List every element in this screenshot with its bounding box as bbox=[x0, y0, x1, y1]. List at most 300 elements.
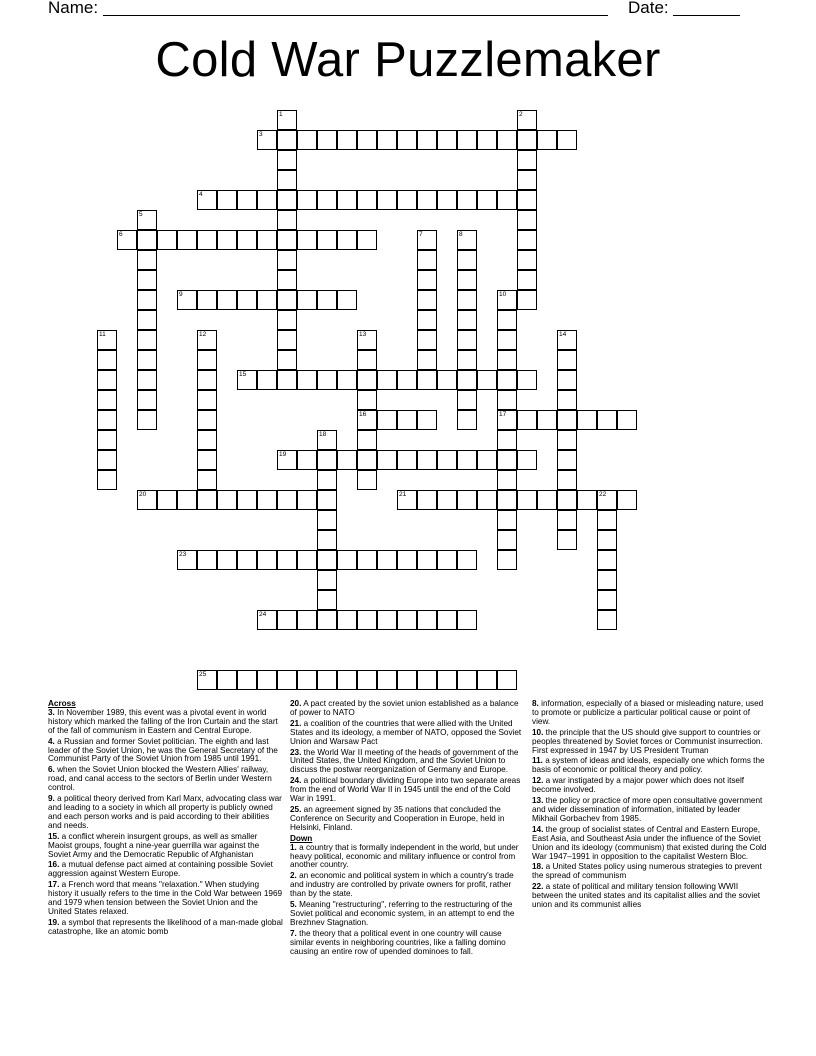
grid-cell[interactable] bbox=[397, 410, 417, 430]
grid-cell[interactable] bbox=[397, 670, 417, 690]
grid-cell[interactable] bbox=[177, 230, 197, 250]
grid-cell[interactable] bbox=[597, 590, 617, 610]
grid-cell[interactable] bbox=[457, 190, 477, 210]
grid-cell[interactable] bbox=[337, 290, 357, 310]
grid-cell[interactable] bbox=[357, 350, 377, 370]
grid-cell[interactable] bbox=[217, 190, 237, 210]
grid-cell[interactable] bbox=[317, 610, 337, 630]
grid-cell[interactable] bbox=[417, 490, 437, 510]
grid-cell[interactable] bbox=[277, 250, 297, 270]
grid-cell[interactable] bbox=[497, 670, 517, 690]
grid-cell[interactable] bbox=[137, 270, 157, 290]
grid-cell[interactable] bbox=[297, 130, 317, 150]
grid-cell[interactable] bbox=[517, 250, 537, 270]
grid-cell[interactable] bbox=[457, 290, 477, 310]
clue-item bbox=[290, 700, 525, 718]
grid-cell[interactable] bbox=[457, 310, 477, 330]
grid-cell[interactable] bbox=[277, 150, 297, 170]
grid-cell[interactable] bbox=[457, 130, 477, 150]
grid-cell[interactable] bbox=[97, 390, 117, 410]
grid-cell[interactable] bbox=[137, 290, 157, 310]
grid-cell[interactable] bbox=[377, 190, 397, 210]
grid-cell[interactable] bbox=[517, 410, 537, 430]
clue-item bbox=[532, 883, 767, 910]
grid-cell[interactable] bbox=[317, 670, 337, 690]
grid-cell[interactable] bbox=[357, 410, 377, 430]
grid-cell[interactable] bbox=[97, 470, 117, 490]
grid-cell[interactable] bbox=[377, 130, 397, 150]
clue-number: 5 bbox=[139, 211, 143, 218]
grid-cell[interactable] bbox=[557, 410, 577, 430]
grid-cell[interactable] bbox=[277, 610, 297, 630]
grid-cell[interactable] bbox=[257, 490, 277, 510]
clue-number: 22 bbox=[599, 491, 607, 498]
clue-label: 8. bbox=[532, 699, 539, 708]
grid-cell[interactable] bbox=[397, 490, 417, 510]
grid-cell[interactable] bbox=[317, 470, 337, 490]
grid-cell[interactable] bbox=[277, 490, 297, 510]
grid-cell[interactable] bbox=[137, 490, 157, 510]
grid-cell[interactable] bbox=[257, 190, 277, 210]
grid-cell[interactable] bbox=[397, 550, 417, 570]
grid-cell[interactable] bbox=[97, 410, 117, 430]
grid-cell[interactable] bbox=[337, 670, 357, 690]
grid-cell[interactable] bbox=[417, 410, 437, 430]
grid-cell[interactable] bbox=[137, 350, 157, 370]
clue-number: 11 bbox=[99, 331, 106, 338]
grid-cell[interactable] bbox=[97, 330, 117, 350]
grid-cell[interactable] bbox=[417, 450, 437, 470]
grid-cell[interactable] bbox=[317, 190, 337, 210]
grid-cell[interactable] bbox=[497, 410, 517, 430]
grid-cell[interactable] bbox=[177, 290, 197, 310]
clue-label: 3. bbox=[48, 707, 55, 717]
grid-cell[interactable] bbox=[337, 610, 357, 630]
grid-cell[interactable] bbox=[517, 110, 537, 130]
grid-cell[interactable] bbox=[137, 250, 157, 270]
grid-cell[interactable] bbox=[377, 610, 397, 630]
grid-cell[interactable] bbox=[497, 350, 517, 370]
grid-cell[interactable] bbox=[317, 530, 337, 550]
clue-label: 12. bbox=[532, 776, 544, 786]
grid-cell[interactable] bbox=[297, 290, 317, 310]
clue-number: 18 bbox=[319, 431, 327, 438]
clue-text: Meaning "restructuring", referring to the restructuring of the Soviet political and economic system, in an attempt to end the Brezhnev Stagnation. bbox=[290, 900, 515, 927]
grid-cell[interactable] bbox=[277, 230, 297, 250]
grid-cell[interactable] bbox=[517, 230, 537, 250]
grid-cell[interactable] bbox=[197, 670, 217, 690]
grid-cell[interactable] bbox=[557, 490, 577, 510]
clue-label: 24. bbox=[290, 776, 302, 786]
grid-cell[interactable] bbox=[277, 190, 297, 210]
grid-cell[interactable] bbox=[557, 430, 577, 450]
grid-cell[interactable] bbox=[297, 610, 317, 630]
grid-cell[interactable] bbox=[477, 450, 497, 470]
grid-cell[interactable] bbox=[357, 470, 377, 490]
grid-cell[interactable] bbox=[297, 670, 317, 690]
clue-number: 15 bbox=[239, 371, 247, 378]
grid-cell[interactable] bbox=[417, 290, 437, 310]
grid-cell[interactable] bbox=[97, 370, 117, 390]
grid-cell[interactable] bbox=[197, 470, 217, 490]
clue-text: the principle that the US should give support to countries or peoples threatened by Soviet forces or Communist insurrection. First expressed in 1947 by US President Truman bbox=[532, 727, 763, 755]
grid-cell[interactable] bbox=[437, 370, 457, 390]
grid-cell[interactable] bbox=[497, 370, 517, 390]
grid-cell[interactable] bbox=[277, 170, 297, 190]
grid-cell[interactable] bbox=[497, 310, 517, 330]
clue-item bbox=[532, 863, 767, 881]
grid-cell[interactable] bbox=[317, 230, 337, 250]
grid-cell[interactable] bbox=[317, 490, 337, 510]
clue-label: 13. bbox=[532, 796, 544, 806]
grid-cell[interactable] bbox=[277, 130, 297, 150]
clue-text: a United States policy using numerous strategies to prevent the spread of communism bbox=[532, 862, 762, 881]
grid-cell[interactable] bbox=[537, 490, 557, 510]
grid-cell[interactable] bbox=[357, 330, 377, 350]
grid-cell[interactable] bbox=[557, 450, 577, 470]
grid-cell[interactable] bbox=[377, 450, 397, 470]
grid-cell[interactable] bbox=[257, 670, 277, 690]
grid-cell[interactable] bbox=[197, 410, 217, 430]
grid-cell[interactable] bbox=[597, 610, 617, 630]
clue-item bbox=[48, 766, 283, 793]
grid-cell[interactable] bbox=[197, 290, 217, 310]
clue-text: a state of political and military tension following WWII between the united states and its capitalist allies and the soviet union and its communist allies bbox=[532, 882, 761, 910]
grid-cell[interactable] bbox=[497, 510, 517, 530]
grid-cell[interactable] bbox=[317, 130, 337, 150]
grid-cell[interactable] bbox=[477, 670, 497, 690]
grid-cell[interactable] bbox=[357, 550, 377, 570]
grid-cell[interactable] bbox=[97, 350, 117, 370]
grid-cell[interactable] bbox=[237, 370, 257, 390]
grid-cell[interactable] bbox=[457, 610, 477, 630]
grid-cell[interactable] bbox=[457, 670, 477, 690]
grid-cell[interactable] bbox=[557, 350, 577, 370]
grid-cell[interactable] bbox=[557, 330, 577, 350]
grid-cell[interactable] bbox=[457, 410, 477, 430]
grid-cell[interactable] bbox=[357, 450, 377, 470]
grid-cell[interactable] bbox=[417, 130, 437, 150]
grid-cell[interactable] bbox=[137, 370, 157, 390]
grid-cell[interactable] bbox=[277, 210, 297, 230]
grid-cell[interactable] bbox=[297, 490, 317, 510]
grid-cell[interactable] bbox=[277, 110, 297, 130]
grid-cell[interactable] bbox=[437, 550, 457, 570]
grid-cell[interactable] bbox=[417, 550, 437, 570]
grid-cell[interactable] bbox=[557, 470, 577, 490]
grid-cell[interactable] bbox=[457, 270, 477, 290]
grid-cell[interactable] bbox=[457, 250, 477, 270]
grid-cell[interactable] bbox=[317, 590, 337, 610]
grid-cell[interactable] bbox=[377, 550, 397, 570]
grid-cell[interactable] bbox=[537, 130, 557, 150]
grid-cell[interactable] bbox=[417, 250, 437, 270]
clue-number: 2 bbox=[519, 111, 523, 118]
clue-text: the group of socialist states of Central and Eastern Europe, East Asia, and Southeast Asia under the influence of the Soviet Union and its ideology (communism) that existed during the Cold War 1947–1991 in opposition to the capitalist Western Bloc. bbox=[532, 824, 767, 861]
grid-cell[interactable] bbox=[217, 550, 237, 570]
grid-cell[interactable] bbox=[97, 430, 117, 450]
clue-item bbox=[48, 833, 283, 860]
grid-cell[interactable] bbox=[517, 490, 537, 510]
grid-cell[interactable] bbox=[357, 370, 377, 390]
grid-cell[interactable] bbox=[417, 350, 437, 370]
grid-cell[interactable] bbox=[457, 390, 477, 410]
grid-cell[interactable] bbox=[357, 390, 377, 410]
grid-cell[interactable] bbox=[197, 490, 217, 510]
grid-cell[interactable] bbox=[557, 390, 577, 410]
grid-cell[interactable] bbox=[457, 370, 477, 390]
grid-cell[interactable] bbox=[337, 230, 357, 250]
grid-cell[interactable] bbox=[497, 470, 517, 490]
clue-item bbox=[532, 797, 767, 824]
grid-cell[interactable] bbox=[497, 130, 517, 150]
grid-cell[interactable] bbox=[297, 550, 317, 570]
grid-cell[interactable] bbox=[457, 450, 477, 470]
grid-cell[interactable] bbox=[457, 330, 477, 350]
grid-cell[interactable] bbox=[497, 190, 517, 210]
clue-item bbox=[532, 757, 767, 775]
grid-cell[interactable] bbox=[157, 490, 177, 510]
grid-cell[interactable] bbox=[217, 490, 237, 510]
grid-cell[interactable] bbox=[157, 230, 177, 250]
grid-cell[interactable] bbox=[337, 130, 357, 150]
grid-cell[interactable] bbox=[457, 350, 477, 370]
clue-text: a war instigated by a major power which does not itself become involved. bbox=[532, 776, 745, 795]
grid-cell[interactable] bbox=[477, 370, 497, 390]
grid-cell[interactable] bbox=[97, 450, 117, 470]
grid-cell[interactable] bbox=[357, 610, 377, 630]
grid-cell[interactable] bbox=[417, 330, 437, 350]
grid-cell[interactable] bbox=[577, 410, 597, 430]
grid-cell[interactable] bbox=[317, 290, 337, 310]
grid-cell[interactable] bbox=[357, 230, 377, 250]
grid-cell[interactable] bbox=[317, 550, 337, 570]
grid-cell[interactable] bbox=[277, 370, 297, 390]
grid-cell[interactable] bbox=[237, 230, 257, 250]
clue-item bbox=[48, 709, 283, 736]
grid-cell[interactable] bbox=[377, 370, 397, 390]
grid-cell[interactable] bbox=[197, 390, 217, 410]
grid-cell[interactable] bbox=[297, 450, 317, 470]
grid-cell[interactable] bbox=[297, 370, 317, 390]
grid-cell[interactable] bbox=[497, 330, 517, 350]
grid-cell[interactable] bbox=[277, 270, 297, 290]
grid-cell[interactable] bbox=[377, 410, 397, 430]
grid-cell[interactable] bbox=[277, 350, 297, 370]
grid-cell[interactable] bbox=[237, 290, 257, 310]
grid-cell[interactable] bbox=[197, 370, 217, 390]
clue-item bbox=[48, 881, 283, 917]
grid-cell[interactable] bbox=[217, 670, 237, 690]
grid-cell[interactable] bbox=[457, 550, 477, 570]
grid-cell[interactable] bbox=[137, 310, 157, 330]
grid-cell[interactable] bbox=[437, 670, 457, 690]
grid-cell[interactable] bbox=[517, 270, 537, 290]
grid-cell[interactable] bbox=[397, 370, 417, 390]
grid-cell[interactable] bbox=[597, 490, 617, 510]
clue-item bbox=[48, 861, 283, 879]
grid-cell[interactable] bbox=[557, 510, 577, 530]
grid-cell[interactable] bbox=[517, 130, 537, 150]
grid-cell[interactable] bbox=[457, 230, 477, 250]
clue-text: an economic and political system in which a country's trade and industry are controlled by private owners for profit, rather than by the state. bbox=[290, 871, 514, 899]
grid-cell[interactable] bbox=[257, 230, 277, 250]
clue-number: 9 bbox=[179, 291, 183, 298]
grid-cell[interactable] bbox=[437, 450, 457, 470]
grid-cell[interactable] bbox=[197, 430, 217, 450]
grid-cell[interactable] bbox=[437, 610, 457, 630]
grid-cell[interactable] bbox=[417, 190, 437, 210]
clue-item bbox=[532, 700, 767, 727]
grid-cell[interactable] bbox=[337, 370, 357, 390]
grid-cell[interactable] bbox=[477, 130, 497, 150]
grid-cell[interactable] bbox=[497, 390, 517, 410]
date-label: Date: bbox=[628, 0, 669, 17]
grid-cell[interactable] bbox=[217, 290, 237, 310]
grid-cell[interactable] bbox=[317, 510, 337, 530]
grid-cell[interactable] bbox=[297, 190, 317, 210]
grid-cell[interactable] bbox=[257, 610, 277, 630]
grid-cell[interactable] bbox=[557, 130, 577, 150]
grid-cell[interactable] bbox=[517, 290, 537, 310]
grid-cell[interactable] bbox=[617, 490, 637, 510]
grid-cell[interactable] bbox=[497, 490, 517, 510]
clue-number: 3 bbox=[259, 131, 263, 138]
grid-cell[interactable] bbox=[277, 550, 297, 570]
grid-cell[interactable] bbox=[337, 190, 357, 210]
clue-text: A pact created by the soviet union established as a balance of power to NATO bbox=[290, 699, 519, 717]
page-title: Cold War Puzzlemaker bbox=[155, 33, 661, 87]
grid-cell[interactable] bbox=[537, 410, 557, 430]
grid-cell[interactable] bbox=[237, 550, 257, 570]
grid-cell[interactable] bbox=[377, 670, 397, 690]
grid-cell[interactable] bbox=[257, 370, 277, 390]
grid-cell[interactable] bbox=[197, 550, 217, 570]
clue-label: 17. bbox=[48, 880, 60, 890]
grid-cell[interactable] bbox=[277, 330, 297, 350]
grid-cell[interactable] bbox=[517, 170, 537, 190]
grid-cell[interactable] bbox=[397, 610, 417, 630]
grid-cell[interactable] bbox=[177, 490, 197, 510]
grid-cell[interactable] bbox=[437, 130, 457, 150]
grid-cell[interactable] bbox=[217, 230, 237, 250]
clue-number: 12 bbox=[199, 331, 207, 338]
grid-cell[interactable] bbox=[397, 450, 417, 470]
grid-cell[interactable] bbox=[117, 230, 137, 250]
grid-cell[interactable] bbox=[557, 370, 577, 390]
grid-cell[interactable] bbox=[197, 450, 217, 470]
grid-cell[interactable] bbox=[137, 230, 157, 250]
grid-cell[interactable] bbox=[357, 670, 377, 690]
grid-cell[interactable] bbox=[497, 450, 517, 470]
grid-cell[interactable] bbox=[437, 490, 457, 510]
grid-cell[interactable] bbox=[497, 530, 517, 550]
grid-cell[interactable] bbox=[497, 550, 517, 570]
clue-item bbox=[290, 777, 525, 804]
grid-cell[interactable] bbox=[517, 450, 537, 470]
grid-cell[interactable] bbox=[337, 550, 357, 570]
grid-cell[interactable] bbox=[197, 230, 217, 250]
grid-cell[interactable] bbox=[257, 130, 277, 150]
grid-cell[interactable] bbox=[477, 190, 497, 210]
grid-cell[interactable] bbox=[417, 310, 437, 330]
grid-cell[interactable] bbox=[317, 370, 337, 390]
grid-cell[interactable] bbox=[417, 230, 437, 250]
grid-cell[interactable] bbox=[277, 670, 297, 690]
grid-cell[interactable] bbox=[517, 210, 537, 230]
grid-cell[interactable] bbox=[137, 210, 157, 230]
clue-item bbox=[290, 901, 525, 928]
grid-cell[interactable] bbox=[437, 190, 457, 210]
grid-cell[interactable] bbox=[477, 490, 497, 510]
grid-cell[interactable] bbox=[197, 330, 217, 350]
clue-label: 25. bbox=[290, 804, 302, 814]
grid-cell[interactable] bbox=[417, 270, 437, 290]
grid-cell[interactable] bbox=[317, 450, 337, 470]
grid-cell[interactable] bbox=[277, 290, 297, 310]
clue-item bbox=[48, 919, 283, 937]
grid-cell[interactable] bbox=[197, 190, 217, 210]
clue-number: 10 bbox=[499, 291, 507, 298]
grid-cell[interactable] bbox=[417, 670, 437, 690]
grid-cell[interactable] bbox=[337, 450, 357, 470]
grid-cell[interactable] bbox=[177, 550, 197, 570]
grid-cell[interactable] bbox=[257, 550, 277, 570]
grid-cell[interactable] bbox=[517, 190, 537, 210]
grid-cell[interactable] bbox=[497, 290, 517, 310]
clues-column-1 bbox=[48, 700, 283, 939]
grid-cell[interactable] bbox=[457, 490, 477, 510]
grid-cell[interactable] bbox=[257, 290, 277, 310]
grid-cell[interactable] bbox=[317, 430, 337, 450]
grid-cell[interactable] bbox=[277, 450, 297, 470]
grid-cell[interactable] bbox=[397, 130, 417, 150]
grid-cell[interactable] bbox=[357, 430, 377, 450]
grid-cell[interactable] bbox=[417, 610, 437, 630]
grid-cell[interactable] bbox=[597, 550, 617, 570]
grid-cell[interactable] bbox=[137, 330, 157, 350]
grid-cell[interactable] bbox=[317, 570, 337, 590]
clue-number: 4 bbox=[199, 191, 203, 198]
clue-item bbox=[290, 930, 525, 957]
grid-cell[interactable] bbox=[517, 150, 537, 170]
grid-cell[interactable] bbox=[137, 390, 157, 410]
clue-text: a mutual defense pact aimed at containing possible Soviet aggression against Western Europe. bbox=[48, 860, 273, 879]
grid-cell[interactable] bbox=[617, 410, 637, 430]
grid-cell[interactable] bbox=[597, 510, 617, 530]
grid-cell[interactable] bbox=[417, 370, 437, 390]
grid-cell[interactable] bbox=[517, 370, 537, 390]
grid-cell[interactable] bbox=[577, 490, 597, 510]
clue-text: the World War II meeting of the heads of government of the United States, the United Kingdom, and the Soviet Union to discuss the postwar reorganization of Germany and Europe. bbox=[290, 747, 519, 775]
grid-cell[interactable] bbox=[237, 490, 257, 510]
grid-cell[interactable] bbox=[357, 130, 377, 150]
grid-cell[interactable] bbox=[597, 410, 617, 430]
grid-cell[interactable] bbox=[237, 670, 257, 690]
grid-cell[interactable] bbox=[277, 310, 297, 330]
grid-cell[interactable] bbox=[557, 530, 577, 550]
grid-cell[interactable] bbox=[137, 410, 157, 430]
grid-cell[interactable] bbox=[237, 190, 257, 210]
grid-cell[interactable] bbox=[197, 350, 217, 370]
grid-cell[interactable] bbox=[297, 230, 317, 250]
grid-cell[interactable] bbox=[397, 190, 417, 210]
grid-cell[interactable] bbox=[497, 430, 517, 450]
clue-text: a political theory derived from Karl Marx, advocating class war and leading to a society in which all property is publicly owned and each person works and is paid according to their abilities and needs. bbox=[48, 794, 282, 830]
grid-cell[interactable] bbox=[597, 570, 617, 590]
grid-cell[interactable] bbox=[357, 190, 377, 210]
grid-cell[interactable] bbox=[597, 530, 617, 550]
